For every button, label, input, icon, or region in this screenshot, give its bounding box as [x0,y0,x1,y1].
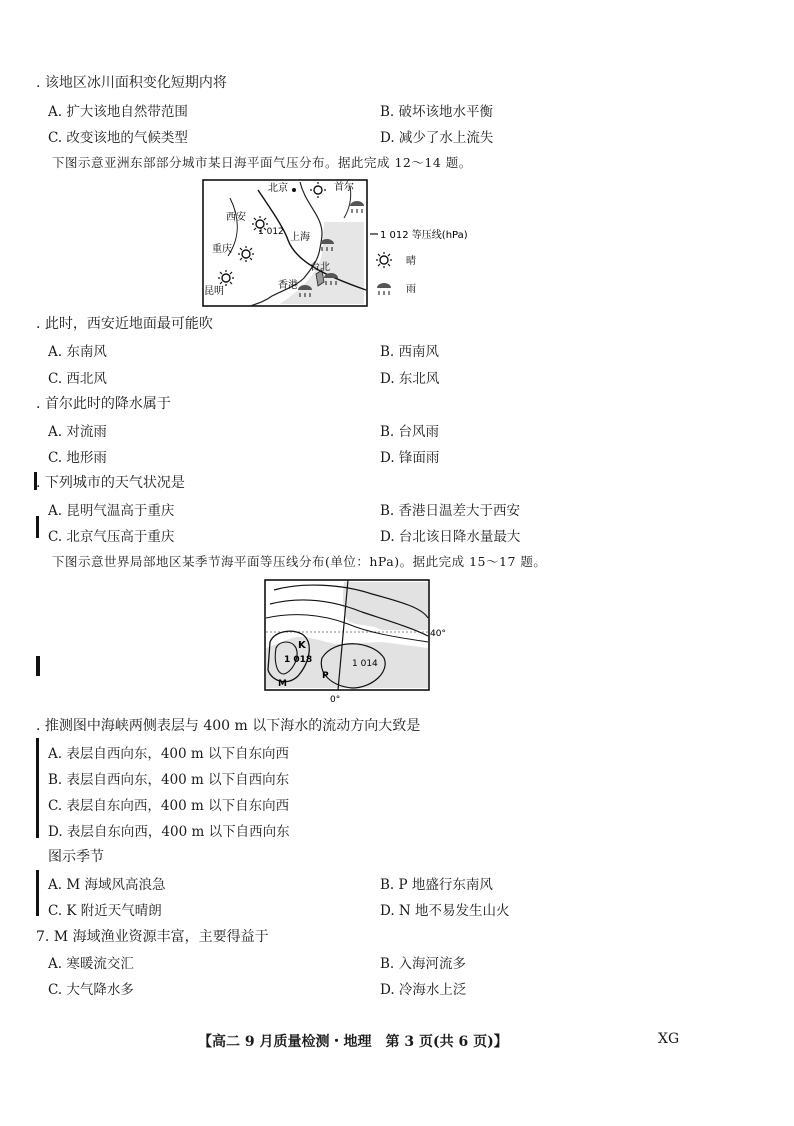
isobar-value-label: 1 012 [258,227,284,237]
city-beijing-label: 北京 [268,183,288,194]
question-16-stem: 图示季节 [48,849,104,865]
question-13-option-d: D. 锋面雨 [380,450,440,466]
question-16-option-c: C. K 附近天气晴朗 [48,903,162,919]
question-15-option-c: C. 表层自东向西，400 m 以下自东向西 [48,798,290,814]
question-11-option-a: A. 扩大该地自然带范围 [48,104,188,120]
question-14-option-c: C. 北京气压高于重庆 [48,529,175,545]
question-11-option-d: D. 减少了水上流失 [380,130,494,146]
city-chongqing-label: 重庆 [212,244,232,255]
question-14-option-a: A. 昆明气温高于重庆 [48,503,175,519]
city-xianggang-label: 香港 [278,280,298,291]
scan-margin-mark [36,870,39,916]
question-13-option-a: A. 对流雨 [48,424,107,440]
question-14-stem: . 下列城市的天气状况是 [36,475,185,491]
question-12-option-d: D. 东北风 [380,371,440,387]
scan-margin-mark [36,656,40,676]
question-12-stem: . 此时，西安近地面最可能吹 [36,316,213,332]
legend-rain-label: 雨 [406,284,416,295]
question-11-stem: . 该地区冰川面积变化短期内将 [36,75,227,91]
east-asia-pressure-map [200,178,510,310]
question-15-option-b: B. 表层自西向东，400 m 以下自西向东 [48,772,290,788]
page-footer-code: XG [658,1031,680,1047]
rain-icon [377,283,391,295]
city-kunming-label: 昆明 [204,286,224,297]
question-15-option-a: A. 表层自西向东，400 m 以下自东向西 [48,746,289,762]
question-16-option-b: B. P 地盛行东南风 [380,877,493,893]
question-11-option-c: C. 改变该地的气候类型 [48,130,188,146]
question-14-option-b: B. 香港日温差大于西安 [380,503,521,519]
question-12-option-a: A. 东南风 [48,344,107,360]
question-17-option-d: D. 冷海水上泛 [380,982,467,998]
question-12-option-c: C. 西北风 [48,371,107,387]
legend-sunny-label: 晴 [406,256,416,267]
section-intro-12-14: 下图示意亚洲东部部分城市某日海平面气压分布。据此完成 12～14 题。 [52,155,472,170]
point-k-label: K [298,640,306,651]
city-xian-label: 西安 [226,212,246,223]
isobar-legend-label: 1 012 等压线(hPa) [380,230,468,241]
question-11-option-b: B. 破坏该地水平衡 [380,104,494,120]
scan-margin-mark [36,738,39,838]
city-shanghai-label: 上海 [290,232,310,243]
question-12-option-b: B. 西南风 [380,344,440,360]
city-taibei-label: 台北 [310,262,330,273]
pressure-map-mediterranean [262,578,452,708]
isobar-1018-label: 1 018 [284,655,313,665]
question-14-option-d: D. 台北该日降水量最大 [380,529,521,545]
question-17-stem: 7. M 海域渔业资源丰富，主要得益于 [36,929,269,945]
point-p-label: P [322,671,329,681]
point-m-label: M [278,679,287,689]
city-seoul-label: 首尔 [334,182,354,193]
question-17-option-c: C. 大气降水多 [48,982,134,998]
question-13-option-c: C. 地形雨 [48,450,107,466]
question-16-option-d: D. N 地不易发生山火 [380,903,510,919]
sun-icon [376,252,392,268]
scan-margin-mark [36,516,39,538]
question-13-option-b: B. 台风雨 [380,424,440,440]
section-intro-15-17: 下图示意世界局部地区某季节海平面等压线分布(单位：hPa)。据此完成 15～17 题。 [52,554,547,569]
question-17-option-a: A. 寒暖流交汇 [48,956,134,972]
question-16-option-a: A. M 海域风高浪急 [48,877,166,893]
longitude-0-label: 0° [330,695,341,705]
latitude-40-label: 40° [430,629,446,639]
question-13-stem: . 首尔此时的降水属于 [36,396,171,412]
question-17-option-b: B. 入海河流多 [380,956,467,972]
question-15-stem: . 推测图中海峡两侧表层与 400 m 以下海水的流动方向大致是 [36,718,421,734]
question-15-option-d: D. 表层自东向西，400 m 以下自西向东 [48,824,290,840]
isobar-1014-label: 1 014 [352,659,378,669]
page-footer-title: 【高二 9 月质量检测・地理 第 3 页(共 6 页)】 [198,1034,508,1050]
